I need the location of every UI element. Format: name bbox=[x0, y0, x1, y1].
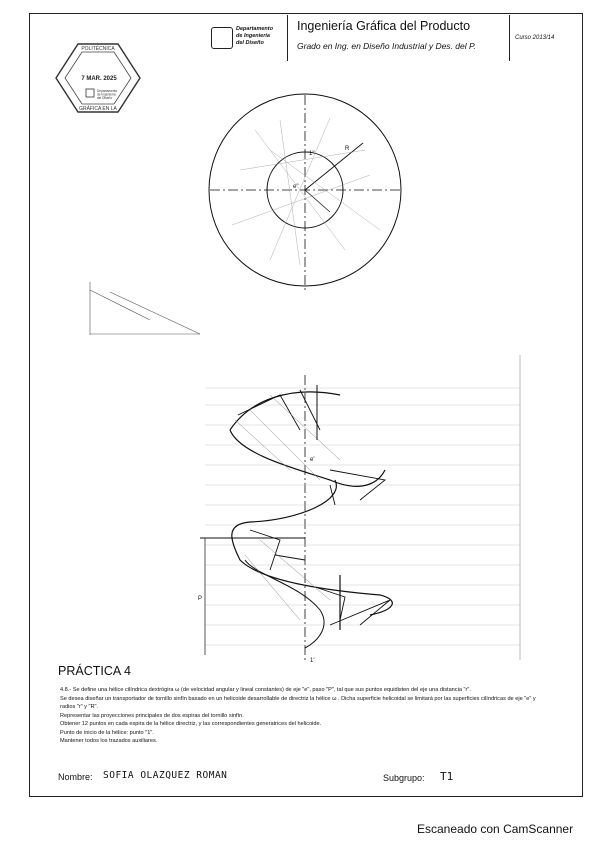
practice-title: PRÁCTICA 4 bbox=[58, 664, 131, 678]
subgroup-value: T1 bbox=[440, 770, 454, 783]
stamp-logo-icon bbox=[86, 89, 94, 97]
course-year: Curso 2013/14 bbox=[515, 35, 555, 41]
stamp-bottom-text: GRÁFICA EN LA bbox=[79, 106, 117, 112]
statement-line-6: Mantener todos los trazados auxiliares. bbox=[60, 738, 158, 744]
statement-line-1: 4.8.- Se define una hélice cilíndrica dextrógira ω (de velocidad angular y lineal constantes) de eje "e", paso "P", tal que sus puntos equidisten del eje una distancia "r". bbox=[60, 687, 471, 693]
label-one-double-prime: 1'' bbox=[309, 151, 315, 157]
department-line-3: del Diseño bbox=[236, 40, 264, 46]
stamp-dept-line-3: del Diseño bbox=[97, 96, 113, 100]
helix-curve-upper bbox=[230, 392, 385, 486]
degree-subtitle: Grado en Ing. en Diseño Industrial y Des. del P. bbox=[297, 41, 476, 51]
student-name: SOFIA OLAZQUEZ ROMAN bbox=[103, 770, 228, 781]
statement-line-3: Representar las proyecciones principales de dos espiras del tornillo sinfín. bbox=[60, 712, 244, 719]
plan-view bbox=[209, 94, 401, 290]
radius-line-r bbox=[305, 190, 330, 212]
problem-statement bbox=[60, 686, 550, 746]
helicoid-generatrices bbox=[238, 390, 390, 625]
subgroup-label: Subgrupo: bbox=[383, 773, 425, 783]
department-line-1: Departamento bbox=[236, 26, 273, 32]
elevation-view bbox=[200, 355, 520, 660]
label-e-double-prime: e'' bbox=[293, 184, 299, 190]
label-e-prime: e' bbox=[310, 457, 315, 463]
name-label: Nombre: bbox=[58, 772, 93, 782]
helix-curve-lower bbox=[245, 560, 324, 648]
label-pitch-P: P bbox=[198, 596, 203, 602]
statement-line-2: Se desea diseñar un transportador de tornillo sinfín basado en un helicoide desarrollable de directriz la hélice ω . Dicha superficie helicoidal se limitará por las superficies cilíndricas de eje "e" y radios "r" y "R". bbox=[60, 695, 536, 710]
construction-lines bbox=[232, 118, 380, 265]
label-radius-R: R bbox=[345, 146, 350, 152]
stamp-dept-line-1: Departamento bbox=[97, 89, 118, 93]
auxiliary-projection bbox=[90, 282, 200, 335]
stamp-dept-line-2: de Ingeniería bbox=[97, 92, 116, 97]
helix-curve-middle bbox=[232, 480, 393, 615]
registration-stamp bbox=[56, 44, 140, 112]
course-title: Ingeniería Gráfica del Producto bbox=[297, 19, 471, 33]
statement-line-5: Punto de inicio de la hélice: punto "1". bbox=[60, 729, 154, 736]
pitch-division-lines bbox=[205, 388, 520, 645]
scanner-watermark: Escaneado con CamScanner bbox=[417, 822, 574, 836]
statement-line-4: Obtener 12 puntos en cada espira de la hélice directriz, y las correspondientes generatrices del helicoide. bbox=[60, 721, 322, 727]
stamp-date: 7 MAR. 2025 bbox=[81, 76, 117, 82]
label-one-prime: 1' bbox=[310, 658, 315, 664]
department-line-2: de Ingeniería bbox=[236, 33, 270, 39]
stamp-top-text: POLITÉCNICA bbox=[81, 46, 115, 52]
